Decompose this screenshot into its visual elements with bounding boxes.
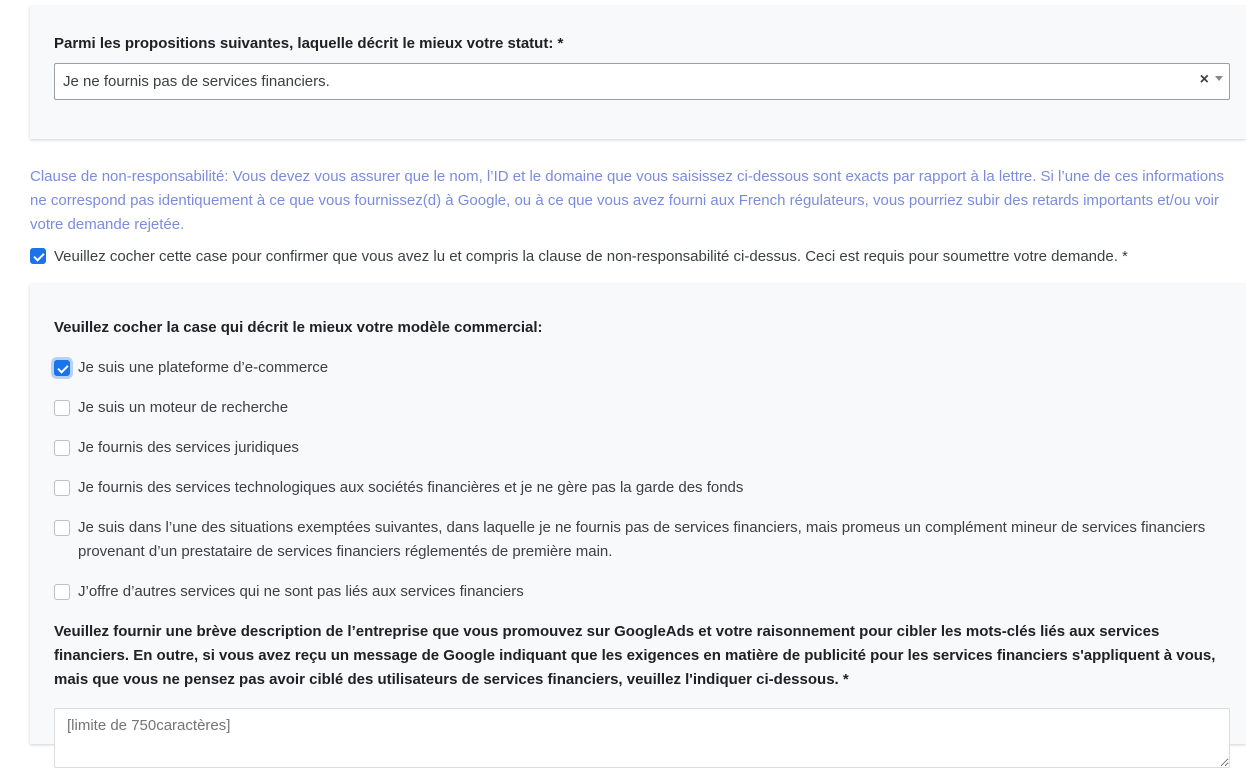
- description-question: Veuillez fournir une brève description de l’entreprise que vous promouvez sur GoogleAds et votre raisonnement pour cibler les mots-clés liés aux services financiers. En outre, si vous avez reçu un message de Google indiquant que les exigences en matière de publicité pour les services financiers s'appliquent à vous, mais que vous ne pensez pas avoir ciblé des utilisateurs de services financiers, veuillez l'indiquer ci-dessous. *: [54, 623, 1216, 688]
- checkbox-search-engine[interactable]: [54, 400, 70, 416]
- option-other-services[interactable]: [54, 580, 1224, 604]
- option-label: Je fournis des services technologiques aux sociétés financières et je ne gère pas la garde des fonds: [78, 479, 744, 496]
- option-search-engine[interactable]: [54, 396, 1224, 420]
- description-textarea[interactable]: [54, 708, 1230, 768]
- business-model-question: Veuillez cocher la case qui décrit le mieux votre modèle commercial:: [54, 319, 543, 336]
- status-select-value: Je ne fournis pas de services financiers.: [63, 73, 330, 90]
- status-select[interactable]: [54, 63, 1230, 100]
- checkbox-exempted[interactable]: [54, 520, 70, 536]
- confirm-label: Veuillez cocher cette case pour confirmer que vous avez lu et compris la clause de non-responsabilité ci-dessus. Ceci est requis pour soumettre votre demande. *: [54, 247, 1128, 265]
- status-question: Parmi les propositions suivantes, laquelle décrit le mieux votre statut: *: [54, 35, 564, 52]
- option-ecommerce[interactable]: [54, 356, 1224, 380]
- checkbox-legal-services[interactable]: [54, 440, 70, 456]
- option-label: Je suis un moteur de recherche: [78, 399, 289, 416]
- confirm-row[interactable]: [30, 244, 1128, 268]
- disclaimer-text: Clause de non-responsabilité: Vous devez vous assurer que le nom, l’ID et le domaine que vous saisissez ci-dessous sont exacts par rapport à la lettre. Si l’une de ces informations ne correspond pas identiquement à ce que vous fournissez(d) à Google, ou à ce que vous avez fourni aux French régulateurs, vous pourriez subir des retards importants et/ou voir votre demande rejetée.: [30, 168, 1224, 233]
- option-legal-services[interactable]: [54, 436, 1224, 460]
- checkbox-tech-services[interactable]: [54, 480, 70, 496]
- business-model-card: [30, 284, 1246, 744]
- option-exempted[interactable]: [54, 516, 1224, 564]
- checkbox-ecommerce[interactable]: [54, 360, 70, 376]
- option-label: Je fournis des services juridiques: [78, 439, 299, 456]
- clear-icon[interactable]: ×: [1199, 71, 1209, 88]
- option-tech-services[interactable]: [54, 476, 1224, 500]
- option-label: Je suis une plateforme d’e-commerce: [78, 359, 329, 376]
- option-label: J’offre d’autres services qui ne sont pas liés aux services financiers: [78, 583, 524, 600]
- confirm-checkbox[interactable]: [30, 248, 46, 264]
- option-label: Je suis dans l’une des situations exemptées suivantes, dans laquelle je ne fournis pas de services financiers, mais promeus un complément mineur de services financiers provenant d’un prestataire de services financiers réglementés de première main.: [78, 519, 1206, 560]
- checkbox-other-services[interactable]: [54, 584, 70, 600]
- chevron-down-icon[interactable]: [1215, 76, 1223, 81]
- status-card: [30, 6, 1246, 139]
